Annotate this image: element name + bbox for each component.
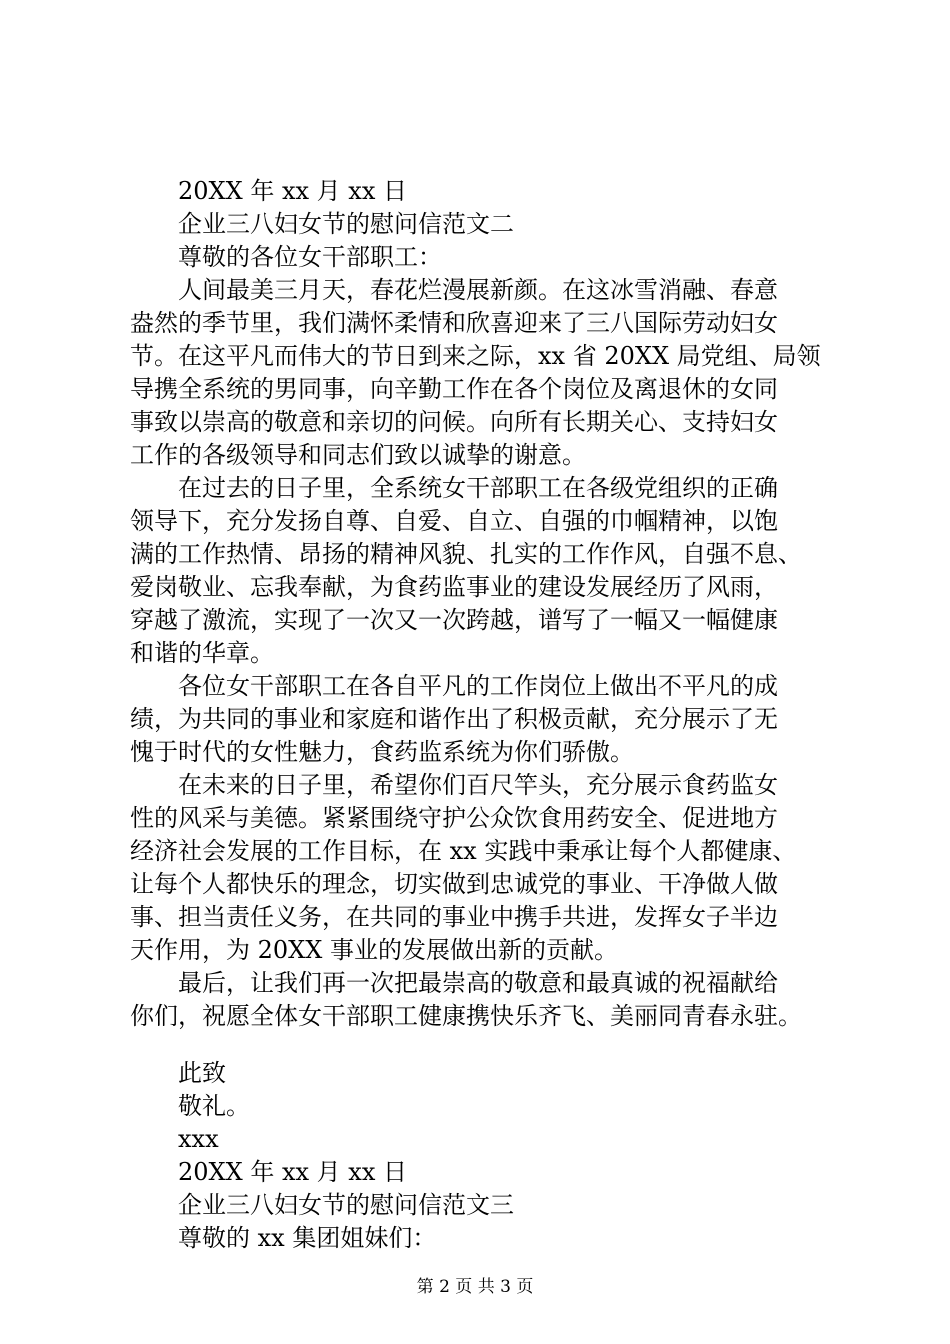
- paragraph-line: 在未来的日子里，希望你们百尺竿头，充分展示食药监女: [178, 771, 778, 799]
- letter-closing: 此致: [178, 1059, 226, 1087]
- paragraph-line: 事、担当责任义务，在共同的事业中携手共进，发挥女子半边: [130, 903, 778, 931]
- paragraph-line: 最后，让我们再一次把最崇高的敬意和最真诚的祝福献给: [178, 969, 778, 997]
- paragraph-line: 满的工作热情、昂扬的精神风貌、扎实的工作作风，自强不息、: [130, 540, 802, 568]
- paragraph-line: 人间最美三月天，春花烂漫展新颜。在这冰雪消融、春意: [178, 276, 778, 304]
- letter-signature: xxx: [178, 1125, 219, 1153]
- paragraph-line: 节。在这平凡而伟大的节日到来之际，xx 省 20XX 局党组、局领: [130, 342, 821, 370]
- paragraph-line: 穿越了激流，实现了一次又一次跨越，谱写了一幅又一幅健康: [130, 606, 778, 634]
- letter-two-title: 企业三八妇女节的慰问信范文二: [178, 210, 514, 238]
- paragraph-line: 性的风采与美德。紧紧围绕守护公众饮食用药安全、促进地方: [130, 804, 778, 832]
- paragraph-line: 绩，为共同的事业和家庭和谐作出了积极贡献，充分展示了无: [130, 705, 778, 733]
- paragraph-line: 经济社会发展的工作目标，在 xx 实践中秉承让每个人都健康、: [130, 837, 797, 865]
- page-footer: 第 2 页 共 3 页: [416, 1277, 534, 1297]
- paragraph-line: 愧于时代的女性魅力，食药监系统为你们骄傲。: [130, 738, 634, 766]
- paragraph-line: 盎然的季节里，我们满怀柔情和欣喜迎来了三八国际劳动妇女: [130, 309, 778, 337]
- letter-three-salutation: 尊敬的 xx 集团姐妹们：: [178, 1224, 437, 1252]
- letter-two-salutation: 尊敬的各位女干部职工：: [178, 243, 442, 271]
- paragraph-line: 导携全系统的男同事，向辛勤工作在各个岗位及离退休的女同: [130, 375, 778, 403]
- paragraph-line: 事致以崇高的敬意和亲切的问候。向所有长期关心、支持妇女: [130, 408, 778, 436]
- paragraph-line: 你们，祝愿全体女干部职工健康携快乐齐飞、美丽同青春永驻。: [130, 1002, 802, 1030]
- paragraph-line: 领导下，充分发扬自尊、自爱、自立、自强的巾帼精神，以饱: [130, 507, 778, 535]
- letter-three-title: 企业三八妇女节的慰问信范文三: [178, 1191, 514, 1219]
- paragraph-line: 天作用，为 20XX 事业的发展做出新的贡献。: [130, 936, 618, 964]
- paragraph-line: 爱岗敬业、忘我奉献，为食药监事业的建设发展经历了风雨，: [130, 573, 778, 601]
- letter-date: 20XX 年 xx 月 xx 日: [178, 177, 407, 205]
- paragraph-line: 和谐的华章。: [130, 639, 274, 667]
- paragraph-line: 工作的各级领导和同志们致以诚挚的谢意。: [130, 441, 586, 469]
- paragraph-line: 各位女干部职工在各自平凡的工作岗位上做出不平凡的成: [178, 672, 778, 700]
- paragraph-line: 在过去的日子里，全系统女干部职工在各级党组织的正确: [178, 474, 778, 502]
- letter-sign-date: 20XX 年 xx 月 xx 日: [178, 1158, 407, 1186]
- paragraph-line: 让每个人都快乐的理念，切实做到忠诚党的事业、干净做人做: [130, 870, 778, 898]
- letter-regards: 敬礼。: [178, 1092, 250, 1120]
